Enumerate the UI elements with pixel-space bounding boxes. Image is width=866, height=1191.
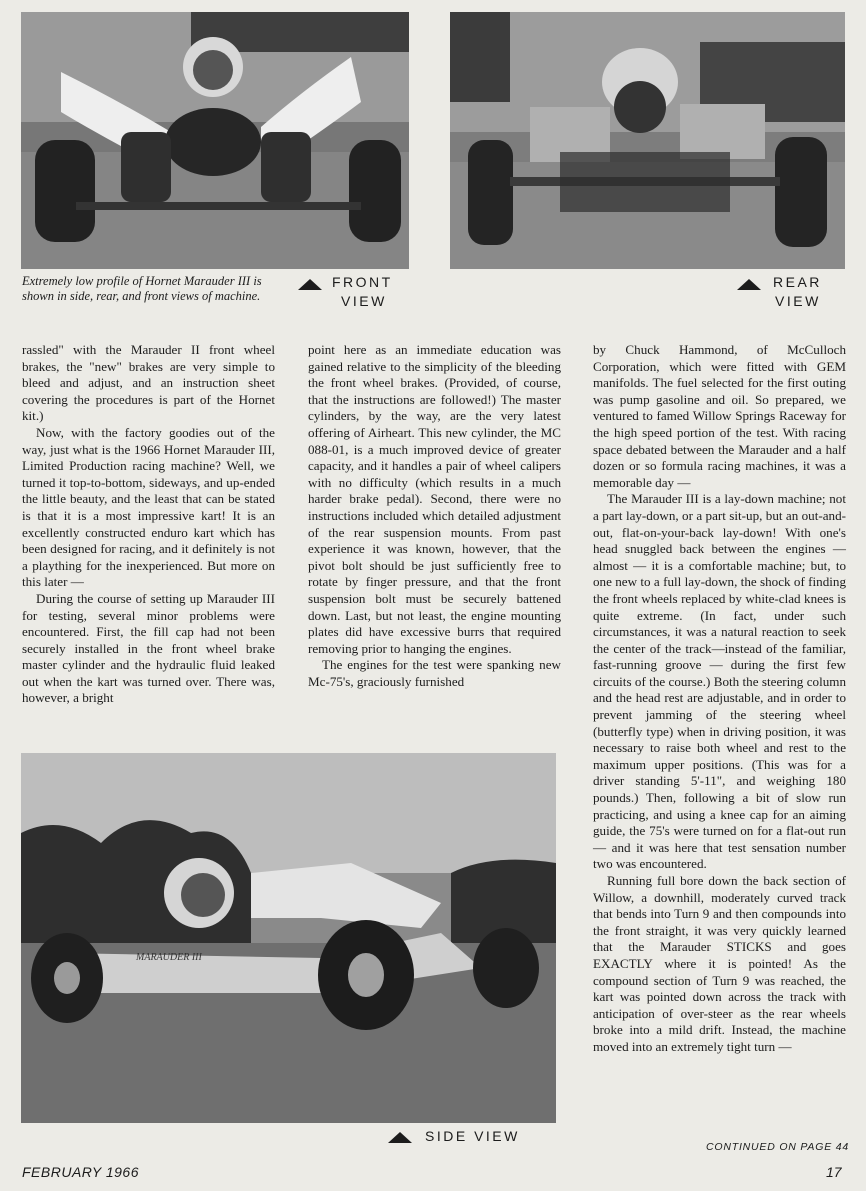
arrow-up-icon	[388, 1132, 412, 1143]
article-column-2	[308, 342, 561, 690]
photo-caption: Extremely low profile of Hornet Marauder III is shown in side, rear, and front views of machine.	[22, 274, 262, 303]
side-view-photo	[21, 753, 556, 1123]
side-view-label	[386, 1127, 556, 1146]
page-number: 17	[826, 1164, 842, 1180]
col1-paragraph: During the course of setting up Marauder III for testing, several minor problems were encountered. First, the fill cap had not been securely installed in the front wheel brake master cylinder and the hydraulic fluid leaked out when the kart was turned over. There was, however, a bright	[22, 590, 275, 706]
continued-note: CONTINUED ON PAGE 44	[706, 1141, 849, 1153]
front-label-line1: FRONT	[332, 274, 393, 290]
article-column-1	[22, 342, 275, 707]
col2-paragraph: point here as an immediate education was gained relative to the simplicity of the bleeding the front wheel brakes. (Provided, of course, that the instructions are followed!) The master cylinders, by the way, are the very latest offering of Airheart. This new cylinder, the MC 088-01, is a much improved device of greater capacity, and it handles a pair of wheel calipers with no difficulty (which results in a much harder brake pedal). Second, there were no instructions included which detailed adjustment of the rear suspension mounts. From past experience it was known, however, that the pivot bolt should be just sufficiently free to rotate by finger pressure, and that the front suspension bolt must be securely battened down. Last, but not least, the engine mounting plates did have excessive burrs that required removing prior to hanging the engines.	[308, 342, 561, 656]
article-column-3	[593, 342, 846, 1056]
col3-paragraph: Running full bore down the back section of Willow, a downhill, moderately curved track that bends into Turn 9 and then compounds into the front straight, it was very quickly learned that the Marauder STICKS and goes EXACTLY where it is pointed! As the compound section of Turn 9 was reached, the kart was pointed down across the track with anticipation of over-steer as the rear wheels broke into a mild drift. Instead, the machine moved into an extremely tight turn —	[593, 873, 846, 1054]
side-label-text: SIDE VIEW	[425, 1128, 520, 1144]
rear-view-kart-photo	[450, 12, 845, 269]
front-label-line2: VIEW	[341, 293, 387, 309]
side-photo-badge: MARAUDER III	[136, 952, 202, 963]
col1-paragraph: Now, with the factory goodies out of the way, just what is the 1966 Hornet Marauder III, Limited Production racing machine? Well, we turned it top-to-bottom, sideways, and up-ended the little beauty, and the least that can be stated is that it is a most impressive kart! It is an excellently constructed enduro kart which has been designed for racing, and it definitely is not a plaything for the inexperienced. But more on this later —	[22, 424, 275, 590]
rear-view-photo	[450, 12, 845, 269]
issue-date: FEBRUARY 1966	[22, 1164, 139, 1180]
rear-view-label	[735, 273, 835, 311]
front-view-kart-photo	[21, 12, 409, 269]
front-view-photo	[21, 12, 409, 269]
rear-label-line2: VIEW	[775, 293, 821, 309]
col3-paragraph: by Chuck Hammond, of McCulloch Corporation, which were fitted with GEM manifolds. The fuel selected for the first outing was pump gasoline and oil. So prepared, we ventured to famed Willow Springs Raceway for the high speed portion of the test. With racing space debated between the Marauder and a half dozen or so formula racing machines, it was a memorable day —	[593, 342, 846, 490]
col2-paragraph: The engines for the test were spanking new Mc-75's, graciously furnished	[308, 657, 561, 689]
arrow-up-icon	[298, 279, 322, 290]
col1-paragraph: rassled" with the Marauder II front wheel brakes, the "new" brakes are very simple to bleed and adjust, and an instruction sheet covering the procedures is part of the Hornet kit.)	[22, 342, 275, 424]
front-view-label	[296, 273, 406, 311]
side-view-kart-photo	[21, 753, 556, 1123]
rear-label-line1: REAR	[773, 274, 822, 290]
arrow-up-icon	[737, 279, 761, 290]
col3-paragraph: The Marauder III is a lay-down machine; not a part lay-down, or a part sit-up, but an out-and-out, flat-on-your-back lay-down! With one's head snuggled back between the engines — almost — it is a comfortable machine; but, to one new to a full lay-down, the shock of finding the front wheels replaced by white-clad knees is quite extreme. (In fact, under such circumstances, it was a natural reaction to seek the center of the track—instead of the familiar, fast-running groove — during the first few circuits of the course.) Both the steering column and the head rest are adjustable, and in order to prevent jamming of the steering wheel (butterfly type) when in driving position, it was necessary to raise both wheel and rest to the maximum upper positions. (This was for a driver standing 5'-11", and weighing 180 pounds.) Then, following a bit of slow run practicing, and using a knee cap for an aiming guide, the 75's were turned on for a flat-out run — and it was here that test sensation number two was encountered.	[593, 491, 846, 872]
